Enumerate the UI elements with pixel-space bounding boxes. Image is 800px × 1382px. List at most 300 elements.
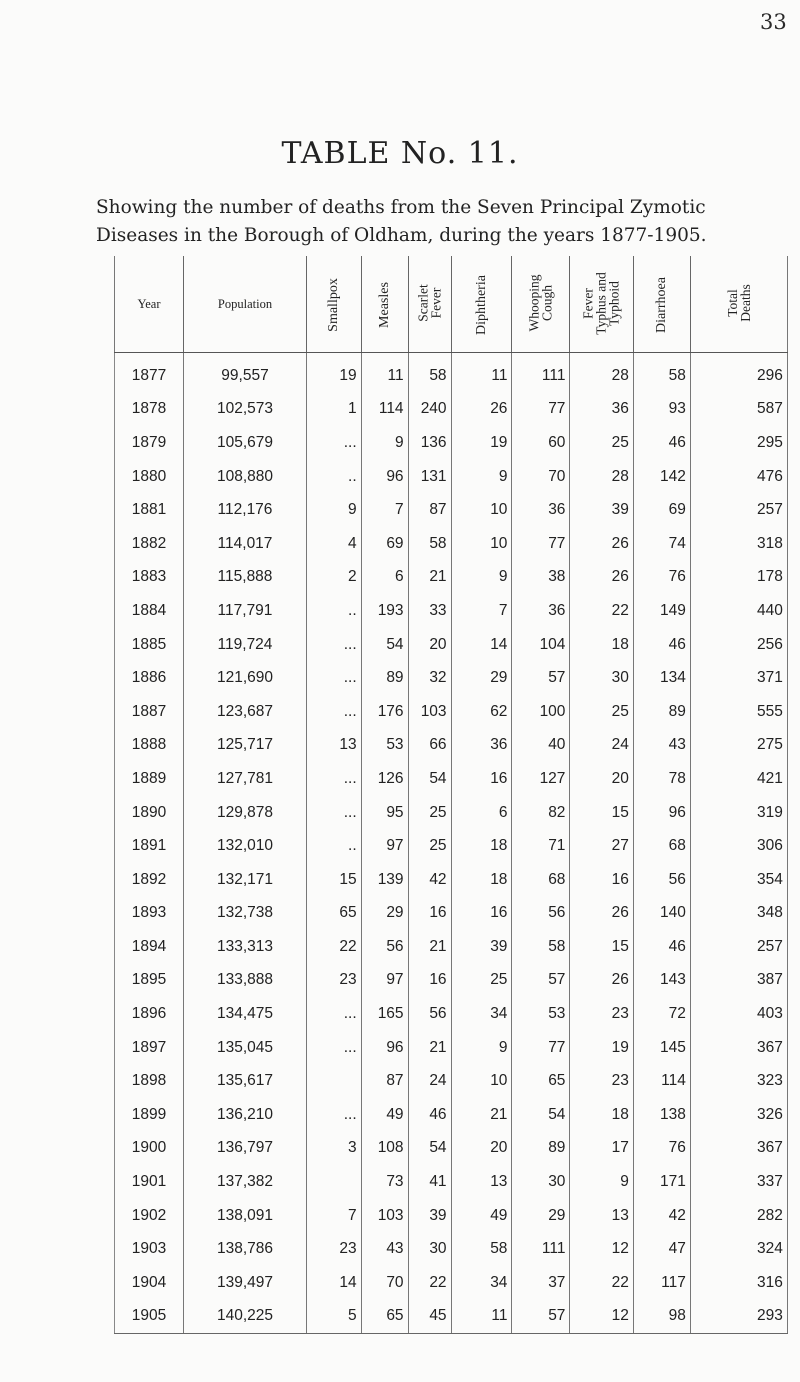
cell-year: 1895 [115,964,184,998]
cell-fever: 23 [570,997,633,1031]
table-row [115,460,788,494]
cell-fever: 18 [570,1098,633,1132]
cell-total-deaths: 178 [690,561,787,595]
cell-smallpox: 22 [307,930,362,964]
cell-population: 129,878 [184,796,307,830]
table-row [115,1199,788,1233]
table-row [115,1266,788,1300]
cell-fever: 12 [570,1232,633,1266]
cell-fever: 15 [570,796,633,830]
cell-measles: 96 [361,1031,408,1065]
cell-fever: 12 [570,1300,633,1334]
cell-population: 135,045 [184,1031,307,1065]
cell-whooping-cough: 29 [512,1199,570,1233]
cell-diphtheria: 9 [451,460,512,494]
cell-smallpox: 3 [307,1132,362,1166]
cell-diphtheria: 62 [451,695,512,729]
cell-total-deaths: 295 [690,426,787,460]
cell-scarlet-fever: 131 [408,460,451,494]
cell-total-deaths: 326 [690,1098,787,1132]
cell-measles: 73 [361,1165,408,1199]
cell-diphtheria: 49 [451,1199,512,1233]
cell-scarlet-fever: 240 [408,393,451,427]
cell-total-deaths: 348 [690,897,787,931]
cell-year: 1886 [115,661,184,695]
cell-diphtheria: 10 [451,527,512,561]
cell-whooping-cough: 40 [512,729,570,763]
cell-total-deaths: 354 [690,863,787,897]
cell-measles: 43 [361,1232,408,1266]
cell-diphtheria: 21 [451,1098,512,1132]
cell-population: 112,176 [184,493,307,527]
cell-smallpox: ... [307,661,362,695]
cell-diarrhoea: 171 [633,1165,690,1199]
cell-diarrhoea: 46 [633,426,690,460]
cell-whooping-cough: 111 [512,1232,570,1266]
cell-diphtheria: 6 [451,796,512,830]
cell-year: 1897 [115,1031,184,1065]
cell-year: 1905 [115,1300,184,1334]
cell-scarlet-fever: 103 [408,695,451,729]
table-row [115,426,788,460]
cell-diarrhoea: 138 [633,1098,690,1132]
cell-measles: 69 [361,527,408,561]
cell-measles: 9 [361,426,408,460]
cell-smallpox: .. [307,460,362,494]
cell-fever: 25 [570,426,633,460]
cell-diphtheria: 25 [451,964,512,998]
cell-diphtheria: 26 [451,393,512,427]
cell-fever: 18 [570,628,633,662]
cell-scarlet-fever: 45 [408,1300,451,1334]
table-row [115,796,788,830]
cell-year: 1880 [115,460,184,494]
header-population: Population [184,256,307,353]
cell-measles: 53 [361,729,408,763]
cell-whooping-cough: 104 [512,628,570,662]
cell-fever: 17 [570,1132,633,1166]
cell-diarrhoea: 47 [633,1232,690,1266]
cell-fever: 13 [570,1199,633,1233]
cell-diphtheria: 34 [451,997,512,1031]
cell-total-deaths: 367 [690,1132,787,1166]
cell-smallpox: 65 [307,897,362,931]
cell-year: 1881 [115,493,184,527]
cell-scarlet-fever: 32 [408,661,451,695]
header-total-deaths: Total Deaths [690,256,787,353]
cell-measles: 97 [361,829,408,863]
cell-year: 1893 [115,897,184,931]
cell-diarrhoea: 76 [633,561,690,595]
table-row [115,1300,788,1334]
table-row [115,729,788,763]
cell-diarrhoea: 68 [633,829,690,863]
cell-population: 99,557 [184,353,307,393]
cell-whooping-cough: 57 [512,661,570,695]
cell-scarlet-fever: 25 [408,829,451,863]
cell-diphtheria: 18 [451,829,512,863]
header-year: Year [115,256,184,353]
cell-measles: 114 [361,393,408,427]
cell-diarrhoea: 56 [633,863,690,897]
cell-diarrhoea: 69 [633,493,690,527]
table-row [115,353,788,393]
cell-population: 132,010 [184,829,307,863]
cell-population: 136,210 [184,1098,307,1132]
cell-total-deaths: 324 [690,1232,787,1266]
cell-diphtheria: 19 [451,426,512,460]
cell-diarrhoea: 89 [633,695,690,729]
cell-scarlet-fever: 136 [408,426,451,460]
cell-diarrhoea: 114 [633,1064,690,1098]
cell-year: 1877 [115,353,184,393]
cell-population: 127,781 [184,762,307,796]
table-row [115,1098,788,1132]
cell-measles: 95 [361,796,408,830]
cell-smallpox: ... [307,1098,362,1132]
cell-population: 108,880 [184,460,307,494]
cell-fever: 9 [570,1165,633,1199]
cell-total-deaths: 323 [690,1064,787,1098]
cell-total-deaths: 256 [690,628,787,662]
cell-smallpox: .. [307,829,362,863]
cell-diarrhoea: 43 [633,729,690,763]
cell-year: 1896 [115,997,184,1031]
cell-smallpox: 14 [307,1266,362,1300]
cell-year: 1883 [115,561,184,595]
cell-scarlet-fever: 66 [408,729,451,763]
cell-diphtheria: 34 [451,1266,512,1300]
cell-smallpox: ... [307,1031,362,1065]
cell-population: 119,724 [184,628,307,662]
cell-diphtheria: 58 [451,1232,512,1266]
cell-diphtheria: 9 [451,1031,512,1065]
cell-year: 1878 [115,393,184,427]
cell-whooping-cough: 65 [512,1064,570,1098]
cell-scarlet-fever: 25 [408,796,451,830]
cell-population: 132,738 [184,897,307,931]
cell-scarlet-fever: 16 [408,964,451,998]
cell-population: 117,791 [184,594,307,628]
cell-diarrhoea: 46 [633,628,690,662]
cell-diarrhoea: 46 [633,930,690,964]
cell-total-deaths: 587 [690,393,787,427]
cell-diphtheria: 11 [451,353,512,393]
cell-diarrhoea: 143 [633,964,690,998]
cell-whooping-cough: 37 [512,1266,570,1300]
cell-diarrhoea: 98 [633,1300,690,1334]
cell-diarrhoea: 145 [633,1031,690,1065]
cell-population: 139,497 [184,1266,307,1300]
cell-diphtheria: 14 [451,628,512,662]
cell-measles: 11 [361,353,408,393]
cell-smallpox: 7 [307,1199,362,1233]
cell-population: 115,888 [184,561,307,595]
cell-smallpox [307,1165,362,1199]
cell-fever: 22 [570,594,633,628]
cell-scarlet-fever: 21 [408,1031,451,1065]
cell-population: 138,091 [184,1199,307,1233]
cell-whooping-cough: 58 [512,930,570,964]
cell-diphtheria: 9 [451,561,512,595]
cell-smallpox: 9 [307,493,362,527]
cell-total-deaths: 387 [690,964,787,998]
cell-diarrhoea: 72 [633,997,690,1031]
cell-measles: 139 [361,863,408,897]
cell-diphtheria: 20 [451,1132,512,1166]
cell-whooping-cough: 82 [512,796,570,830]
cell-whooping-cough: 60 [512,426,570,460]
table-row [115,493,788,527]
cell-total-deaths: 371 [690,661,787,695]
header-whooping-cough: Whooping Cough [512,256,570,353]
table-row [115,1232,788,1266]
cell-population: 134,475 [184,997,307,1031]
cell-year: 1889 [115,762,184,796]
cell-year: 1903 [115,1232,184,1266]
cell-smallpox: 15 [307,863,362,897]
cell-total-deaths: 257 [690,930,787,964]
cell-measles: 7 [361,493,408,527]
table-title: TABLE No. 11. [281,136,519,171]
table-row [115,964,788,998]
table-row [115,863,788,897]
cell-population: 121,690 [184,661,307,695]
cell-scarlet-fever: 39 [408,1199,451,1233]
cell-fever: 23 [570,1064,633,1098]
cell-diarrhoea: 149 [633,594,690,628]
header-diphtheria: Diphtheria [451,256,512,353]
cell-smallpox: .. [307,594,362,628]
cell-fever: 19 [570,1031,633,1065]
cell-year: 1898 [115,1064,184,1098]
cell-measles: 65 [361,1300,408,1334]
cell-fever: 26 [570,527,633,561]
cell-smallpox: ... [307,628,362,662]
cell-diphtheria: 10 [451,493,512,527]
cell-year: 1894 [115,930,184,964]
cell-diphtheria: 18 [451,863,512,897]
table-row [115,930,788,964]
cell-measles: 176 [361,695,408,729]
cell-fever: 15 [570,930,633,964]
cell-diarrhoea: 78 [633,762,690,796]
cell-whooping-cough: 127 [512,762,570,796]
cell-smallpox: ... [307,695,362,729]
cell-total-deaths: 403 [690,997,787,1031]
cell-year: 1884 [115,594,184,628]
table-caption: Showing the number of deaths from the Seven Principal Zymotic Diseases in the Borough of Oldham, during the years 1877-1905. [96,197,707,246]
cell-whooping-cough: 89 [512,1132,570,1166]
cell-fever: 25 [570,695,633,729]
cell-population: 138,786 [184,1232,307,1266]
cell-fever: 28 [570,353,633,393]
cell-diarrhoea: 134 [633,661,690,695]
cell-smallpox: 1 [307,393,362,427]
cell-whooping-cough: 38 [512,561,570,595]
cell-scarlet-fever: 56 [408,997,451,1031]
cell-measles: 70 [361,1266,408,1300]
cell-fever: 27 [570,829,633,863]
cell-total-deaths: 421 [690,762,787,796]
cell-diarrhoea: 140 [633,897,690,931]
cell-whooping-cough: 77 [512,1031,570,1065]
cell-measles: 103 [361,1199,408,1233]
table-row [115,897,788,931]
cell-total-deaths: 296 [690,353,787,393]
cell-fever: 26 [570,561,633,595]
cell-population: 114,017 [184,527,307,561]
cell-scarlet-fever: 46 [408,1098,451,1132]
header-row [115,256,788,353]
cell-measles: 54 [361,628,408,662]
cell-diphtheria: 13 [451,1165,512,1199]
cell-scarlet-fever: 58 [408,353,451,393]
cell-fever: 28 [570,460,633,494]
cell-smallpox: 23 [307,964,362,998]
cell-measles: 126 [361,762,408,796]
cell-diphtheria: 11 [451,1300,512,1334]
cell-year: 1902 [115,1199,184,1233]
cell-year: 1899 [115,1098,184,1132]
cell-year: 1901 [115,1165,184,1199]
cell-whooping-cough: 57 [512,964,570,998]
cell-diarrhoea: 42 [633,1199,690,1233]
cell-total-deaths: 440 [690,594,787,628]
cell-scarlet-fever: 54 [408,1132,451,1166]
cell-scarlet-fever: 42 [408,863,451,897]
cell-smallpox: 5 [307,1300,362,1334]
cell-measles: 97 [361,964,408,998]
cell-scarlet-fever: 22 [408,1266,451,1300]
table-row [115,1064,788,1098]
table-row [115,695,788,729]
cell-diphtheria: 16 [451,897,512,931]
cell-diarrhoea: 76 [633,1132,690,1166]
cell-fever: 20 [570,762,633,796]
cell-diarrhoea: 74 [633,527,690,561]
table-body [115,353,788,1334]
cell-population: 125,717 [184,729,307,763]
cell-population: 136,797 [184,1132,307,1166]
cell-diarrhoea: 96 [633,796,690,830]
cell-year: 1887 [115,695,184,729]
cell-year: 1892 [115,863,184,897]
zymotic-deaths-table [114,256,788,1334]
table-row [115,527,788,561]
cell-population: 140,225 [184,1300,307,1334]
cell-total-deaths: 555 [690,695,787,729]
cell-population: 137,382 [184,1165,307,1199]
cell-scarlet-fever: 58 [408,527,451,561]
cell-smallpox: 2 [307,561,362,595]
cell-diphtheria: 16 [451,762,512,796]
cell-year: 1879 [115,426,184,460]
cell-measles: 89 [361,661,408,695]
cell-population: 133,888 [184,964,307,998]
cell-year: 1890 [115,796,184,830]
cell-fever: 24 [570,729,633,763]
cell-population: 123,687 [184,695,307,729]
cell-measles: 193 [361,594,408,628]
cell-scarlet-fever: 16 [408,897,451,931]
page-number: 33 [760,10,787,34]
cell-year: 1888 [115,729,184,763]
cell-smallpox: 4 [307,527,362,561]
cell-population: 105,679 [184,426,307,460]
cell-whooping-cough: 30 [512,1165,570,1199]
cell-measles: 6 [361,561,408,595]
cell-whooping-cough: 54 [512,1098,570,1132]
table-row [115,561,788,595]
cell-total-deaths: 306 [690,829,787,863]
cell-measles: 165 [361,997,408,1031]
cell-year: 1882 [115,527,184,561]
cell-population: 132,171 [184,863,307,897]
cell-diphtheria: 39 [451,930,512,964]
cell-fever: 30 [570,661,633,695]
cell-scarlet-fever: 24 [408,1064,451,1098]
table-row [115,997,788,1031]
cell-total-deaths: 293 [690,1300,787,1334]
cell-total-deaths: 275 [690,729,787,763]
cell-whooping-cough: 57 [512,1300,570,1334]
header-measles: Measles [361,256,408,353]
cell-diphtheria: 10 [451,1064,512,1098]
table-row [115,393,788,427]
cell-diphtheria: 36 [451,729,512,763]
cell-whooping-cough: 56 [512,897,570,931]
table-row [115,1132,788,1166]
cell-measles: 96 [361,460,408,494]
cell-year: 1904 [115,1266,184,1300]
cell-scarlet-fever: 41 [408,1165,451,1199]
cell-whooping-cough: 111 [512,353,570,393]
cell-measles: 49 [361,1098,408,1132]
cell-measles: 29 [361,897,408,931]
table-row [115,762,788,796]
cell-whooping-cough: 70 [512,460,570,494]
cell-fever: 26 [570,964,633,998]
cell-total-deaths: 367 [690,1031,787,1065]
cell-measles: 87 [361,1064,408,1098]
cell-smallpox: ... [307,426,362,460]
cell-scarlet-fever: 21 [408,561,451,595]
cell-smallpox: ... [307,796,362,830]
cell-smallpox [307,1064,362,1098]
table-row [115,594,788,628]
cell-fever: 36 [570,393,633,427]
table-row [115,1165,788,1199]
cell-total-deaths: 337 [690,1165,787,1199]
table-row [115,829,788,863]
table-row [115,661,788,695]
cell-smallpox: 13 [307,729,362,763]
cell-total-deaths: 319 [690,796,787,830]
header-scarlet-fever: Scarlet Fever [408,256,451,353]
cell-scarlet-fever: 33 [408,594,451,628]
cell-year: 1900 [115,1132,184,1166]
cell-whooping-cough: 68 [512,863,570,897]
cell-total-deaths: 318 [690,527,787,561]
cell-whooping-cough: 36 [512,594,570,628]
cell-year: 1885 [115,628,184,662]
cell-scarlet-fever: 21 [408,930,451,964]
cell-diarrhoea: 117 [633,1266,690,1300]
cell-population: 102,573 [184,393,307,427]
cell-fever: 26 [570,897,633,931]
cell-smallpox: 23 [307,1232,362,1266]
